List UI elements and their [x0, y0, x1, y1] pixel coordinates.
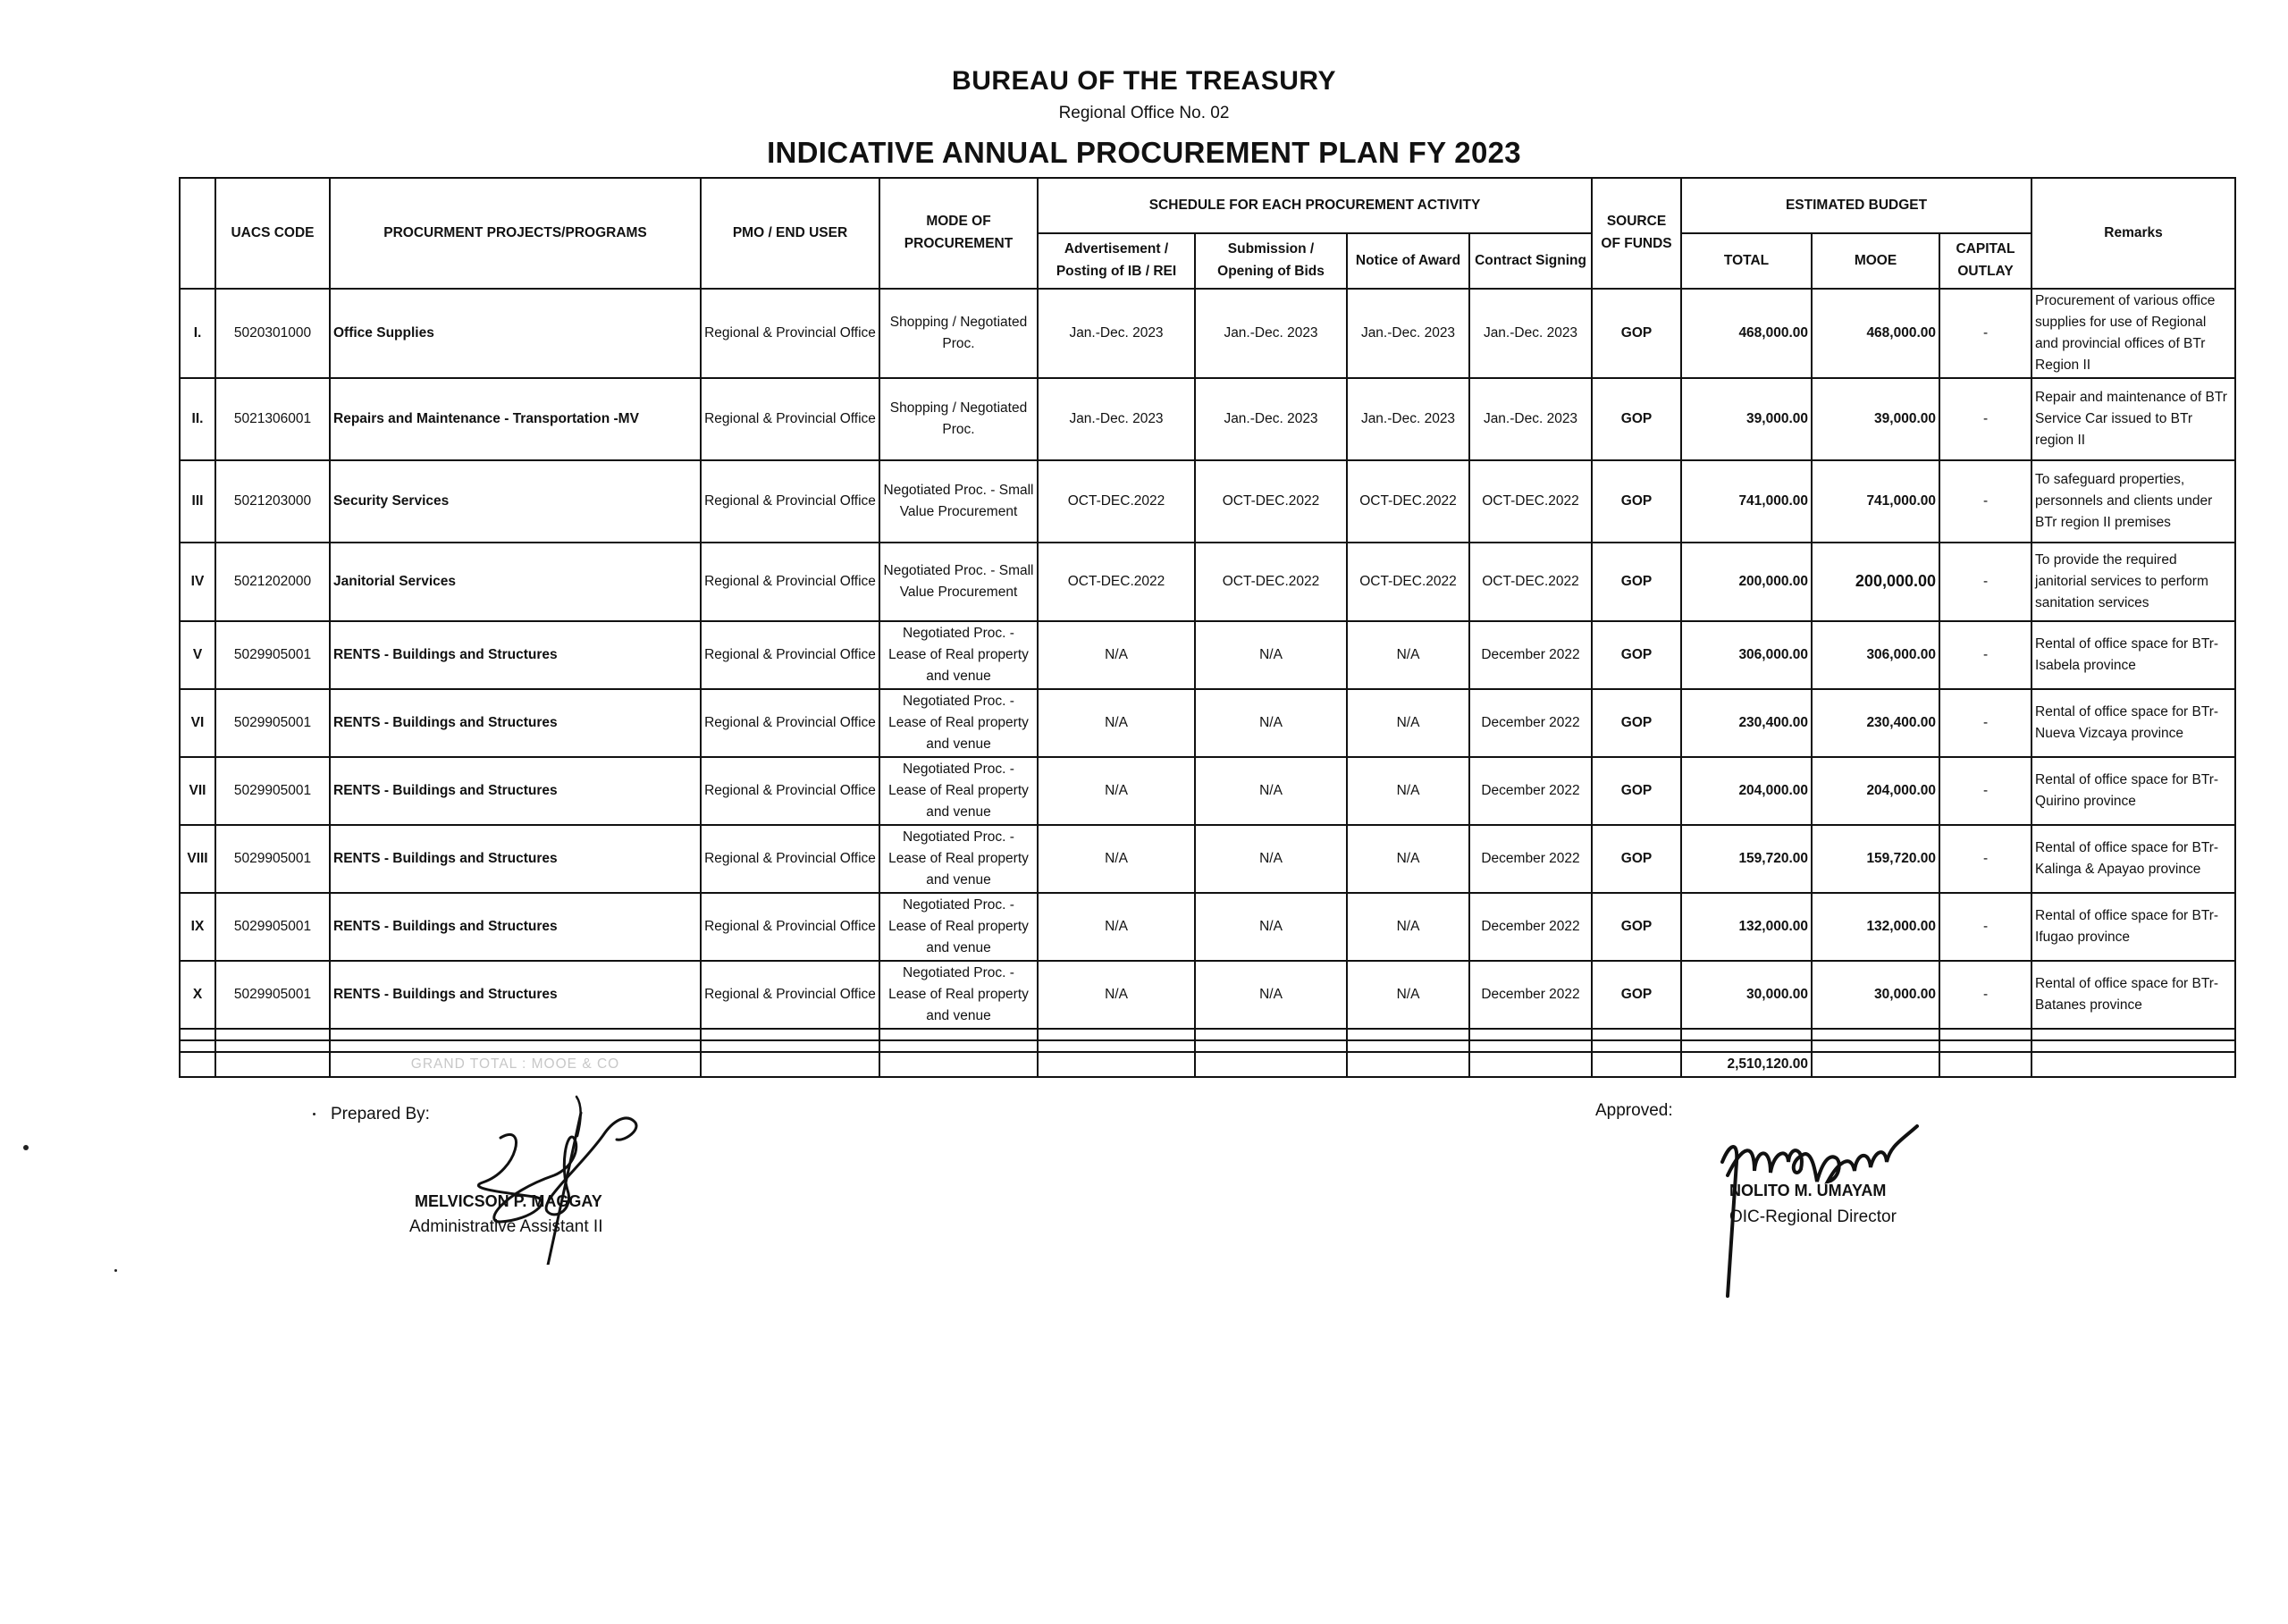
notice-of-award-header: Notice of Award [1347, 233, 1469, 289]
grand-total-label: GRAND TOTAL : MOOE & CO [330, 1052, 701, 1077]
table-row [180, 757, 2235, 825]
notice-of-award-date: Jan.-Dec. 2023 [1347, 378, 1469, 460]
mode-header: MODE OF PROCUREMENT [879, 178, 1038, 289]
mooe-amount: 200,000.00 [1812, 543, 1939, 621]
row-number: II. [180, 378, 215, 460]
remarks: Rental of office space for BTr- Nueva Vizcaya province [2031, 689, 2235, 757]
row-number: III [180, 460, 215, 543]
mode-of-procurement: Negotiated Proc. - Small Value Procurement [879, 543, 1038, 621]
mode-of-procurement: Negotiated Proc. - Lease of Real property and venue [879, 893, 1038, 961]
submission-date: OCT-DEC.2022 [1195, 543, 1347, 621]
table-row [180, 378, 2235, 460]
uacs-code: 5029905001 [215, 893, 330, 961]
notice-of-award-date: OCT-DEC.2022 [1347, 543, 1469, 621]
mooe-amount: 159,720.00 [1812, 825, 1939, 893]
contract-signing-date: December 2022 [1469, 825, 1592, 893]
mode-of-procurement: Shopping / Negotiated Proc. [879, 289, 1038, 378]
submission-date: Jan.-Dec. 2023 [1195, 289, 1347, 378]
uacs-code: 5029905001 [215, 689, 330, 757]
advertisement-date: OCT-DEC.2022 [1038, 543, 1195, 621]
notice-of-award-date: N/A [1347, 961, 1469, 1029]
project-name: RENTS - Buildings and Structures [330, 893, 701, 961]
scan-speck [23, 1145, 29, 1150]
approved-label: Approved: [1595, 1101, 1673, 1120]
remarks: Repair and maintenance of BTr Service Car issued to BTr region II [2031, 378, 2235, 460]
remarks-header: Remarks [2031, 178, 2235, 289]
notice-of-award-date: Jan.-Dec. 2023 [1347, 289, 1469, 378]
advertisement-date: N/A [1038, 893, 1195, 961]
blank-row [180, 1040, 2235, 1052]
table-row [180, 543, 2235, 621]
row-number: IV [180, 543, 215, 621]
pmo-end-user: Regional & Provincial Office [701, 961, 879, 1029]
project-name: RENTS - Buildings and Structures [330, 825, 701, 893]
project-name: Security Services [330, 460, 701, 543]
uacs-code: 5020301000 [215, 289, 330, 378]
row-number: VI [180, 689, 215, 757]
project-name: RENTS - Buildings and Structures [330, 621, 701, 689]
total-amount: 204,000.00 [1681, 757, 1812, 825]
procurement-plan-table [179, 177, 2236, 1078]
capital-outlay: - [1939, 961, 2031, 1029]
mooe-amount: 306,000.00 [1812, 621, 1939, 689]
total-amount: 30,000.00 [1681, 961, 1812, 1029]
table-row [180, 621, 2235, 689]
submission-date: N/A [1195, 893, 1347, 961]
notice-of-award-date: N/A [1347, 689, 1469, 757]
source-of-funds: GOP [1592, 961, 1681, 1029]
prepared-by-title: Administrative Assistant II [409, 1217, 603, 1236]
mooe-amount: 230,400.00 [1812, 689, 1939, 757]
total-amount: 200,000.00 [1681, 543, 1812, 621]
row-number: IX [180, 893, 215, 961]
mooe-amount: 39,000.00 [1812, 378, 1939, 460]
document-title: INDICATIVE ANNUAL PROCUREMENT PLAN FY 2023 [767, 136, 1521, 169]
capital-outlay: - [1939, 378, 2031, 460]
table-row [180, 961, 2235, 1029]
source-of-funds: GOP [1592, 757, 1681, 825]
row-number: VII [180, 757, 215, 825]
advertisement-date: OCT-DEC.2022 [1038, 460, 1195, 543]
mooe-amount: 30,000.00 [1812, 961, 1939, 1029]
pmo-end-user: Regional & Provincial Office [701, 689, 879, 757]
source-of-funds: GOP [1592, 543, 1681, 621]
notice-of-award-date: N/A [1347, 621, 1469, 689]
blank-row [180, 1029, 2235, 1040]
submission-date: Jan.-Dec. 2023 [1195, 378, 1347, 460]
pmo-end-user: Regional & Provincial Office [701, 460, 879, 543]
remarks: Rental of office space for BTr- Ifugao province [2031, 893, 2235, 961]
mode-of-procurement: Shopping / Negotiated Proc. [879, 378, 1038, 460]
uacs-code: 5021306001 [215, 378, 330, 460]
project-name: Janitorial Services [330, 543, 701, 621]
uacs-code: 5021202000 [215, 543, 330, 621]
contract-signing-date: OCT-DEC.2022 [1469, 460, 1592, 543]
source-of-funds: GOP [1592, 893, 1681, 961]
mooe-amount: 741,000.00 [1812, 460, 1939, 543]
pmo-end-user: Regional & Provincial Office [701, 825, 879, 893]
project-name: Office Supplies [330, 289, 701, 378]
capital-outlay: - [1939, 543, 2031, 621]
contract-signing-date: Jan.-Dec. 2023 [1469, 378, 1592, 460]
mooe-header: MOOE [1812, 233, 1939, 289]
submission-date: OCT-DEC.2022 [1195, 460, 1347, 543]
contract-signing-date: Jan.-Dec. 2023 [1469, 289, 1592, 378]
pmo-end-user: Regional & Provincial Office [701, 378, 879, 460]
submission-date: N/A [1195, 621, 1347, 689]
grand-total-amount: 2,510,120.00 [1681, 1052, 1812, 1077]
contract-signing-date: December 2022 [1469, 757, 1592, 825]
uacs-code: 5029905001 [215, 961, 330, 1029]
pmo-end-user: Regional & Provincial Office [701, 289, 879, 378]
contract-signing-header: Contract Signing [1469, 233, 1592, 289]
mode-of-procurement: Negotiated Proc. - Lease of Real property and venue [879, 689, 1038, 757]
total-amount: 39,000.00 [1681, 378, 1812, 460]
capital-outlay: - [1939, 460, 2031, 543]
table-row [180, 460, 2235, 543]
capital-outlay: - [1939, 893, 2031, 961]
pmo-end-user: Regional & Provincial Office [701, 621, 879, 689]
prepared-by-label: Prepared By: [331, 1105, 430, 1123]
uacs-code: 5021203000 [215, 460, 330, 543]
total-amount: 132,000.00 [1681, 893, 1812, 961]
submission-date: N/A [1195, 757, 1347, 825]
pmo-end-user: Regional & Provincial Office [701, 893, 879, 961]
projects-header: PROCURMENT PROJECTS/PROGRAMS [330, 178, 701, 289]
project-name: RENTS - Buildings and Structures [330, 961, 701, 1029]
contract-signing-date: December 2022 [1469, 689, 1592, 757]
remarks: To safeguard properties, personnels and clients under BTr region II premises [2031, 460, 2235, 543]
advertisement-date: N/A [1038, 961, 1195, 1029]
uacs-code: 5029905001 [215, 825, 330, 893]
advertisement-header: Advertisement / Posting of IB / REI [1038, 233, 1195, 289]
source-of-funds-header: SOURCE OF FUNDS [1592, 178, 1681, 289]
mooe-amount: 132,000.00 [1812, 893, 1939, 961]
pmo-end-user: Regional & Provincial Office [701, 543, 879, 621]
mode-of-procurement: Negotiated Proc. - Lease of Real property and venue [879, 621, 1038, 689]
row-number: V [180, 621, 215, 689]
remarks: Rental of office space for BTr- Batanes province [2031, 961, 2235, 1029]
capital-outlay: - [1939, 825, 2031, 893]
project-name: Repairs and Maintenance - Transportation -MV [330, 378, 701, 460]
source-of-funds: GOP [1592, 621, 1681, 689]
project-name: RENTS - Buildings and Structures [330, 689, 701, 757]
remarks: Procurement of various office supplies for use of Regional and provincial offices of BTr Region II [2031, 289, 2235, 378]
submission-date: N/A [1195, 689, 1347, 757]
capital-outlay: - [1939, 289, 2031, 378]
total-amount: 306,000.00 [1681, 621, 1812, 689]
plan-body [180, 289, 2235, 1077]
advertisement-date: N/A [1038, 825, 1195, 893]
contract-signing-date: December 2022 [1469, 893, 1592, 961]
row-number: X [180, 961, 215, 1029]
remarks: Rental of office space for BTr- Quirino province [2031, 757, 2235, 825]
header-row-top [180, 178, 2235, 233]
estimated-budget-header: ESTIMATED BUDGET [1681, 178, 2031, 233]
office-name: Regional Office No. 02 [1058, 104, 1230, 122]
mode-of-procurement: Negotiated Proc. - Lease of Real property and venue [879, 825, 1038, 893]
num-header [180, 178, 215, 289]
project-name: RENTS - Buildings and Structures [330, 757, 701, 825]
mode-of-procurement: Negotiated Proc. - Small Value Procurement [879, 460, 1038, 543]
total-header: TOTAL [1681, 233, 1812, 289]
notice-of-award-date: N/A [1347, 825, 1469, 893]
schedule-header: SCHEDULE FOR EACH PROCUREMENT ACTIVITY [1038, 178, 1592, 233]
approved-name: NOLITO M. UMAYAM [1729, 1182, 1887, 1199]
uacs-code: 5029905001 [215, 621, 330, 689]
capital-outlay: - [1939, 757, 2031, 825]
source-of-funds: GOP [1592, 689, 1681, 757]
submission-date: N/A [1195, 961, 1347, 1029]
submission-header: Submission / Opening of Bids [1195, 233, 1347, 289]
pmo-header: PMO / END USER [701, 178, 879, 289]
table-row [180, 825, 2235, 893]
prepared-by-name: MELVICSON P. MAGGAY [415, 1192, 602, 1210]
uacs-code: 5029905001 [215, 757, 330, 825]
table-row [180, 289, 2235, 378]
advertisement-date: N/A [1038, 689, 1195, 757]
capital-outlay-header: CAPITAL OUTLAY [1939, 233, 2031, 289]
notice-of-award-date: N/A [1347, 893, 1469, 961]
org-name: BUREAU OF THE TREASURY [952, 66, 1336, 96]
mooe-amount: 204,000.00 [1812, 757, 1939, 825]
notice-of-award-date: OCT-DEC.2022 [1347, 460, 1469, 543]
contract-signing-date: OCT-DEC.2022 [1469, 543, 1592, 621]
total-amount: 159,720.00 [1681, 825, 1812, 893]
mooe-amount: 468,000.00 [1812, 289, 1939, 378]
approved-title: OIC-Regional Director [1729, 1207, 1897, 1226]
pmo-end-user: Regional & Provincial Office [701, 757, 879, 825]
mode-of-procurement: Negotiated Proc. - Lease of Real property and venue [879, 757, 1038, 825]
contract-signing-date: December 2022 [1469, 961, 1592, 1029]
source-of-funds: GOP [1592, 289, 1681, 378]
scan-speck [313, 1113, 315, 1115]
contract-signing-date: December 2022 [1469, 621, 1592, 689]
capital-outlay: - [1939, 621, 2031, 689]
submission-date: N/A [1195, 825, 1347, 893]
advertisement-date: N/A [1038, 621, 1195, 689]
total-amount: 230,400.00 [1681, 689, 1812, 757]
source-of-funds: GOP [1592, 378, 1681, 460]
capital-outlay: - [1939, 689, 2031, 757]
remarks: Rental of office space for BTr- Kalinga & Apayao province [2031, 825, 2235, 893]
prepared-by-signature [447, 1086, 652, 1265]
source-of-funds: GOP [1592, 460, 1681, 543]
row-number: I. [180, 289, 215, 378]
advertisement-date: N/A [1038, 757, 1195, 825]
scan-speck [114, 1269, 117, 1272]
mode-of-procurement: Negotiated Proc. - Lease of Real property and venue [879, 961, 1038, 1029]
remarks: Rental of office space for BTr- Isabela province [2031, 621, 2235, 689]
grand-total-row [180, 1052, 2235, 1077]
notice-of-award-date: N/A [1347, 757, 1469, 825]
table-row [180, 893, 2235, 961]
row-number: VIII [180, 825, 215, 893]
table-row [180, 689, 2235, 757]
advertisement-date: Jan.-Dec. 2023 [1038, 289, 1195, 378]
approved-signature [1703, 1108, 1944, 1305]
total-amount: 468,000.00 [1681, 289, 1812, 378]
source-of-funds: GOP [1592, 825, 1681, 893]
remarks: To provide the required janitorial services to perform sanitation services [2031, 543, 2235, 621]
advertisement-date: Jan.-Dec. 2023 [1038, 378, 1195, 460]
uacs-code-header: UACS CODE [215, 178, 330, 289]
total-amount: 741,000.00 [1681, 460, 1812, 543]
